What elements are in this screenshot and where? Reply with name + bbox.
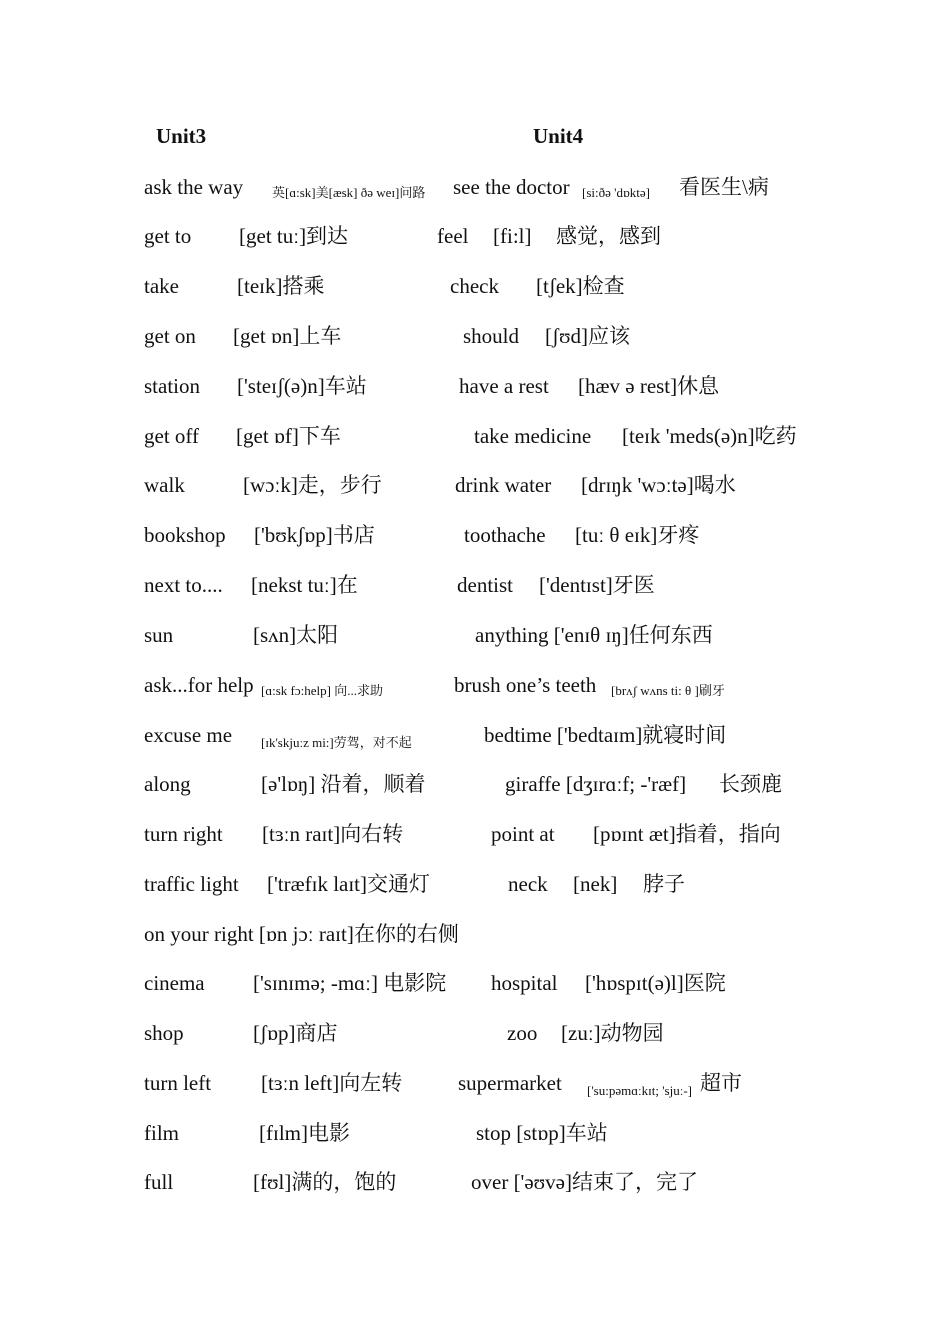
- word-unit3: excuse me: [144, 723, 233, 747]
- word-unit3: next to....: [144, 573, 223, 597]
- meaning-unit4: 感觉，感到: [556, 224, 661, 248]
- word-unit4: feel: [437, 224, 469, 248]
- word-unit4: toothache: [464, 523, 546, 547]
- unit3-heading: Unit3: [156, 124, 207, 148]
- phonetic-unit3: [tɜːn left]向左转: [261, 1071, 403, 1095]
- word-unit4: should: [463, 324, 520, 348]
- vocab-row: [0, 371, 950, 401]
- word-unit4: check: [450, 274, 499, 298]
- word-unit4: stop [stɒp]车站: [476, 1121, 608, 1145]
- word-unit3: bookshop: [144, 523, 226, 547]
- word-unit3: get on: [144, 324, 196, 348]
- phonetic-unit4: [fi:l]: [493, 224, 532, 248]
- phonetic-unit3: [tɜːn raɪt]向右转: [262, 822, 404, 846]
- phonetic-unit4: [pɒɪnt æt]指着，指向: [593, 822, 781, 846]
- phonetic-unit4: [drɪŋk 'wɔːtə]喝水: [581, 473, 736, 497]
- word-unit3: on your right [ɒn jɔː raɪt]在你的右侧: [144, 922, 459, 946]
- phonetic-unit3: [fʊl]满的，饱的: [253, 1170, 397, 1194]
- phonetic-unit3: [get ɒn]上车: [233, 324, 342, 348]
- vocab-row: [0, 172, 950, 202]
- word-unit3: take: [144, 274, 179, 298]
- vocab-row: [0, 1068, 950, 1098]
- vocab-row: [0, 919, 950, 949]
- word-unit3: get off: [144, 424, 200, 448]
- vocab-row: [0, 271, 950, 301]
- meaning-unit4: 超市: [700, 1071, 742, 1095]
- phonetic-unit3: [get ɒf]下车: [236, 424, 341, 448]
- phonetic-unit4: ['su:pəmɑːkɪt; 'sjuː-]: [587, 1083, 693, 1098]
- phonetic-unit4: ['dentɪst]牙医: [539, 573, 655, 597]
- vocab-row: [0, 321, 950, 351]
- vocab-row: [0, 520, 950, 550]
- vocab-row: [0, 968, 950, 998]
- word-unit4: have a rest: [459, 374, 549, 398]
- phonetic-unit3: 英[ɑ:sk]美[æsk] ðə weɪ]问路: [272, 185, 426, 200]
- phonetic-unit3: [ɑ:sk fɔ:help] 向...求助: [261, 683, 383, 698]
- phonetic-unit4: [si:ðə 'dɒktə]: [582, 185, 650, 200]
- word-unit3: traffic light: [144, 872, 239, 896]
- phonetic-unit4: [ʃʊd]应该: [545, 324, 631, 348]
- word-unit3: get to: [144, 224, 192, 248]
- word-unit3: station: [144, 374, 200, 398]
- phonetic-unit3: [nekst tuː]在: [251, 573, 358, 597]
- word-unit3: shop: [144, 1021, 184, 1045]
- phonetic-unit4: [hæv ə rest]休息: [578, 374, 720, 398]
- vocab-row: [0, 720, 950, 750]
- meaning-unit4: 脖子: [643, 872, 685, 896]
- word-unit4: hospital: [491, 971, 558, 995]
- phonetic-unit3: [ʃɒp]商店: [253, 1021, 338, 1045]
- phonetic-unit3: [ə'lɒŋ] 沿着，顺着: [261, 772, 426, 796]
- word-unit4: bedtime ['bedtaɪm]就寝时间: [484, 723, 727, 747]
- vocab-row: [0, 670, 950, 700]
- word-unit4: supermarket: [458, 1071, 562, 1095]
- word-unit4: point at: [491, 822, 555, 846]
- word-unit4: zoo: [507, 1021, 538, 1045]
- vocab-row: [0, 570, 950, 600]
- word-unit3: turn right: [144, 822, 223, 846]
- phonetic-unit3: [ɪk'skjuːz mi:]劳驾，对不起: [261, 735, 412, 750]
- phonetic-unit4: [nek]: [573, 872, 618, 896]
- word-unit4: see the doctor: [453, 175, 570, 199]
- phonetic-unit4: [brʌʃ wʌns ti: θ ]刷牙: [611, 683, 725, 698]
- vocab-row: [0, 819, 950, 849]
- word-unit4: over ['əʊvə]结束了，完了: [471, 1170, 699, 1194]
- vocab-row: [0, 1167, 950, 1197]
- phonetic-unit3: ['sɪnɪmə; -mɑː] 电影院: [253, 971, 447, 995]
- meaning-unit4: 长颈鹿: [719, 772, 782, 796]
- word-unit3: sun: [144, 623, 174, 647]
- word-unit4: drink water: [455, 473, 552, 497]
- word-unit4: brush one’s teeth: [454, 673, 597, 697]
- word-unit4: anything ['enɪθ ɪŋ]任何东西: [475, 623, 713, 647]
- phonetic-unit4: [zuː]动物园: [561, 1021, 664, 1045]
- vocab-row: [0, 470, 950, 500]
- phonetic-unit3: ['steɪʃ(ə)n]车站: [237, 374, 367, 398]
- phonetic-unit4: [tuː θ eɪk]牙疼: [575, 523, 700, 547]
- word-unit4: neck: [508, 872, 548, 896]
- word-unit3: ask...for help: [144, 673, 254, 697]
- word-unit3: along: [144, 772, 191, 796]
- word-unit4: giraffe [dʒɪrɑːf; -'ræf]: [505, 772, 687, 796]
- vocab-row: [0, 1118, 950, 1148]
- word-unit3: full: [144, 1170, 174, 1194]
- phonetic-unit3: ['træfɪk laɪt]交通灯: [267, 872, 431, 896]
- vocab-row: [0, 221, 950, 251]
- phonetic-unit3: [sʌn]太阳: [253, 623, 339, 647]
- vocab-row: [0, 769, 950, 799]
- phonetic-unit3: [get tuː]到达: [239, 224, 349, 248]
- word-unit3: cinema: [144, 971, 205, 995]
- phonetic-unit3: [wɔːk]走，步行: [243, 473, 382, 497]
- word-unit3: walk: [144, 473, 185, 497]
- meaning-unit4: 看医生\病: [679, 175, 769, 199]
- phonetic-unit4: [teɪk 'meds(ə)n]吃药: [622, 424, 797, 448]
- vocab-row: [0, 620, 950, 650]
- vocab-row: [0, 869, 950, 899]
- vocab-row: [0, 421, 950, 451]
- phonetic-unit3: ['bʊkʃɒp]书店: [254, 523, 375, 547]
- phonetic-unit4: ['hɒspɪt(ə)l]医院: [585, 971, 726, 995]
- word-unit3: ask the way: [144, 175, 244, 199]
- phonetic-unit3: [fɪlm]电影: [259, 1121, 350, 1145]
- word-unit4: dentist: [457, 573, 513, 597]
- word-unit3: film: [144, 1121, 179, 1145]
- unit4-heading: Unit4: [533, 124, 584, 148]
- vocab-row: [0, 1018, 950, 1048]
- word-unit3: turn left: [144, 1071, 212, 1095]
- phonetic-unit3: [teɪk]搭乘: [237, 274, 325, 298]
- phonetic-unit4: [tʃek]检查: [536, 274, 625, 298]
- word-unit4: take medicine: [474, 424, 592, 448]
